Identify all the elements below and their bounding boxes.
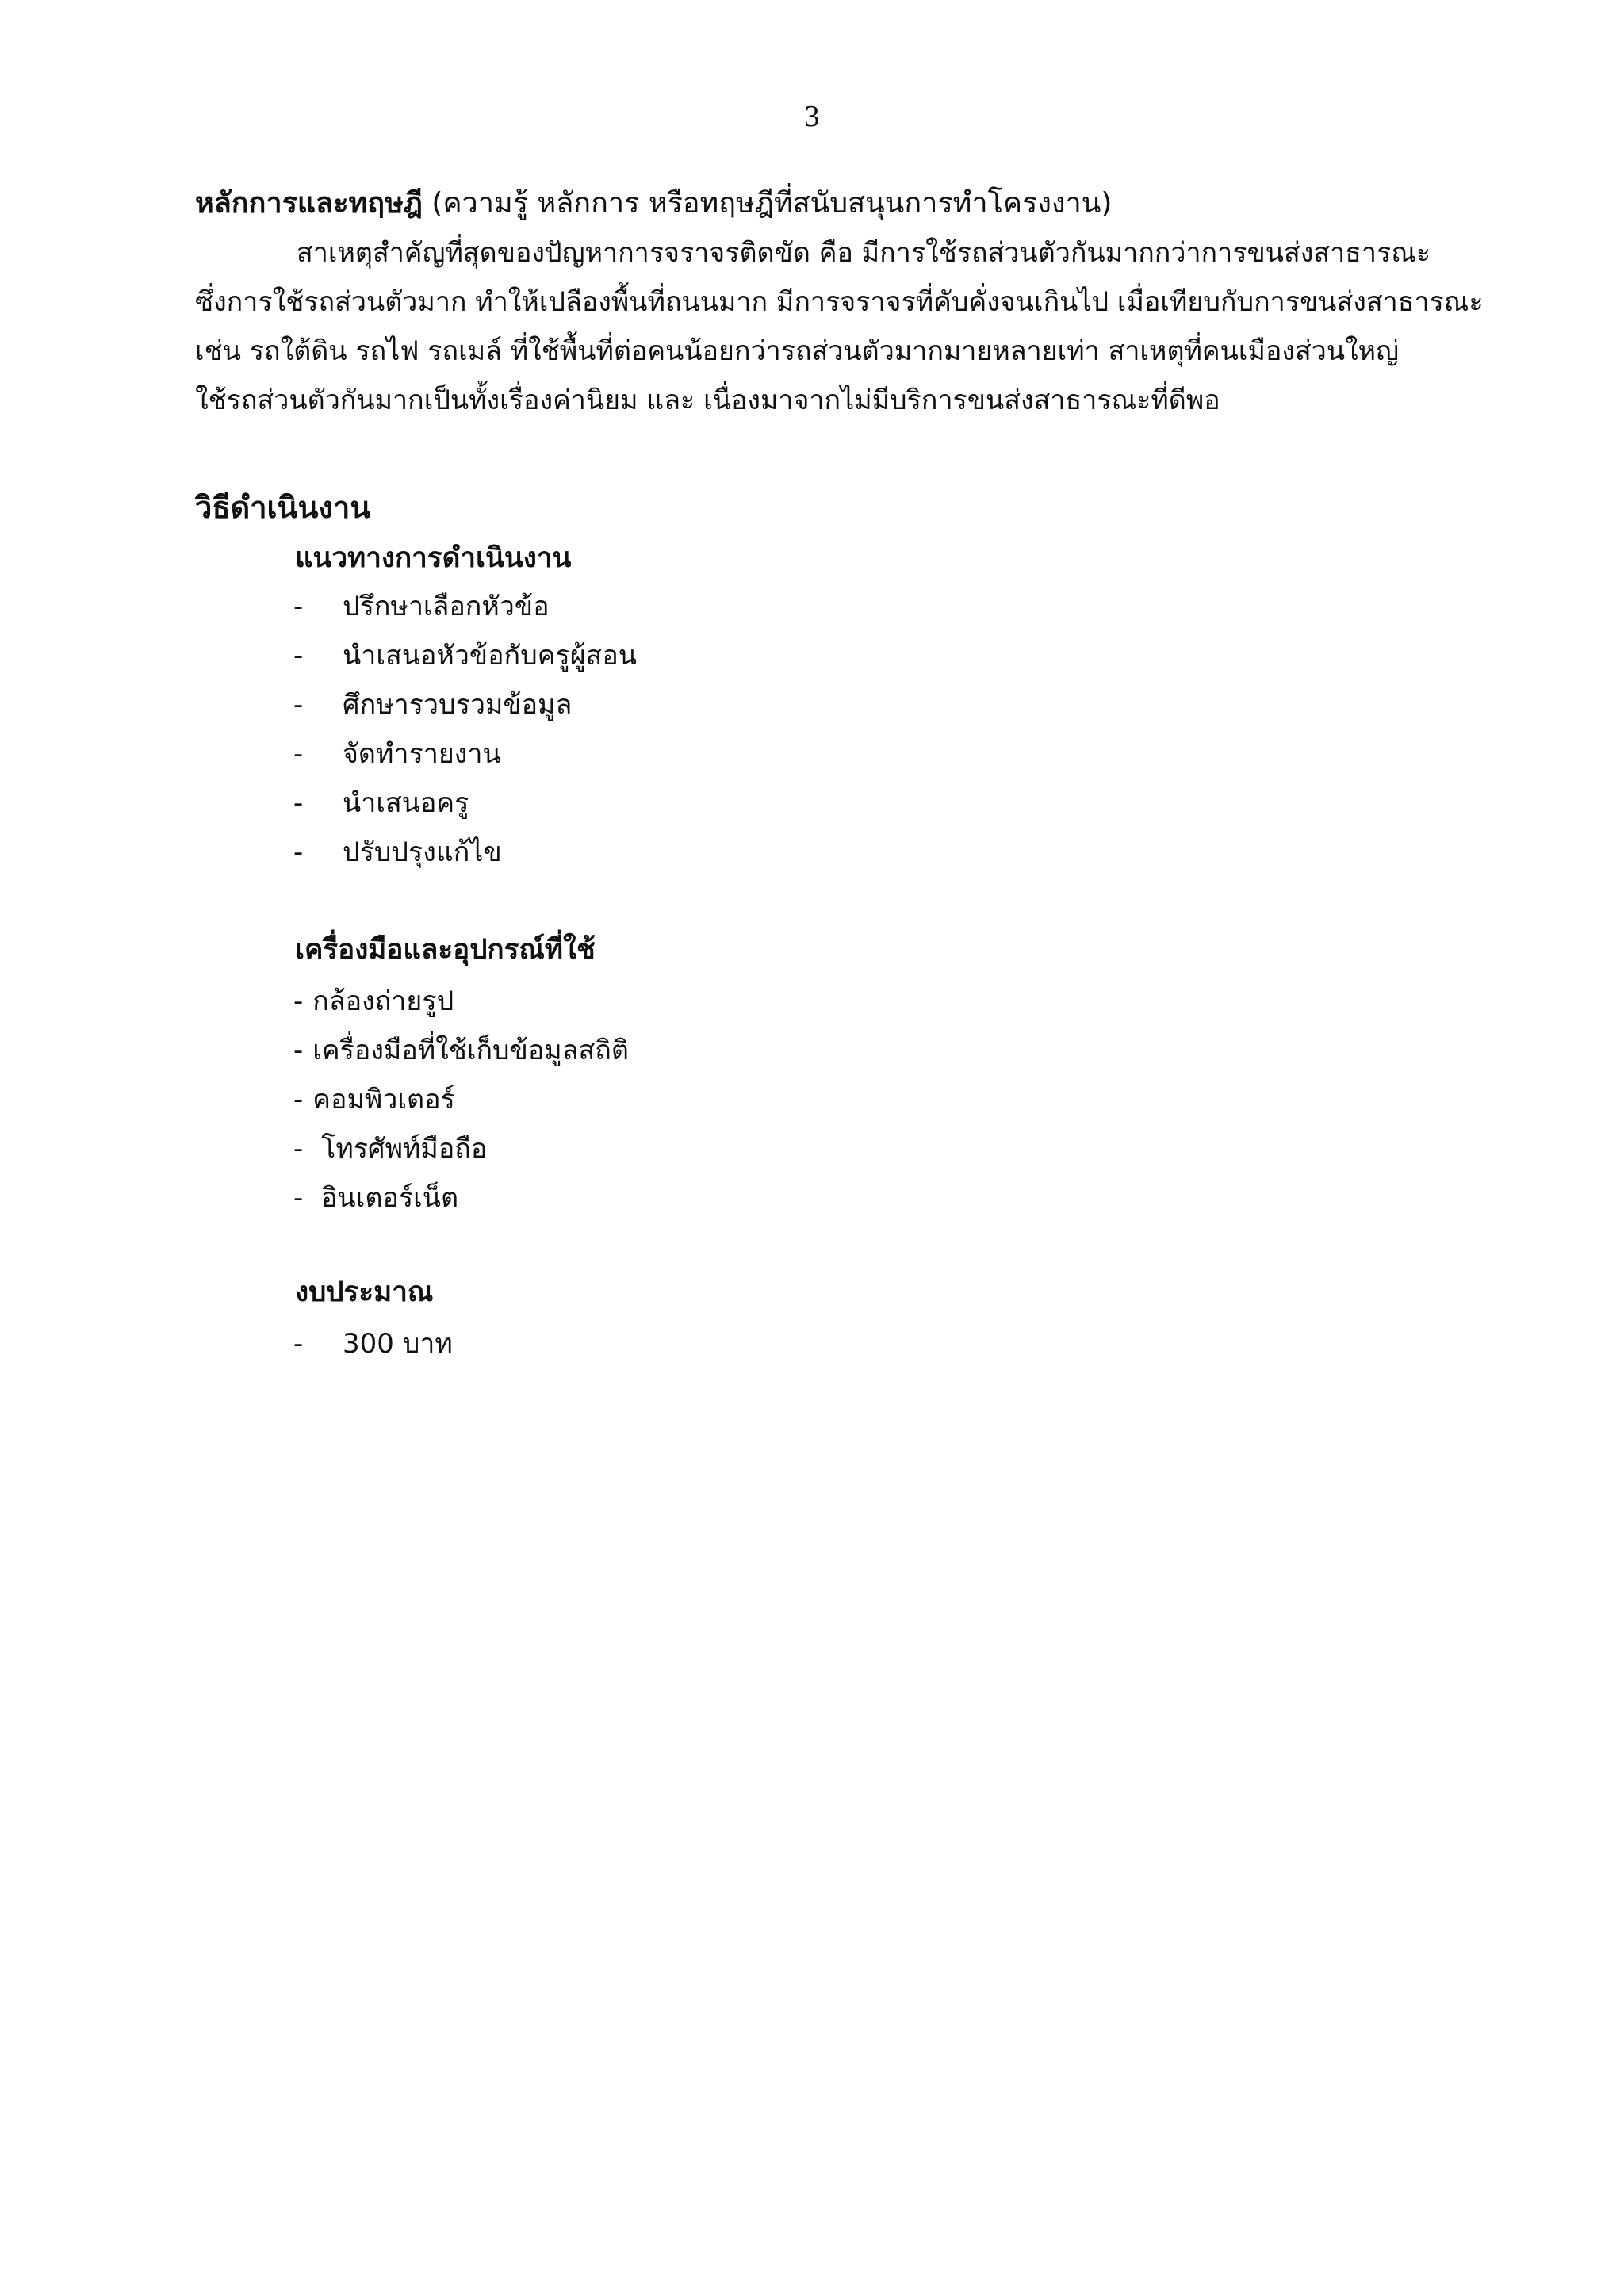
budget-title: งบประมาณ	[295, 1276, 434, 1308]
list-item-text: จัดทำรายงาน	[343, 738, 501, 770]
list-item	[293, 631, 637, 680]
theory-subtitle: (ความรู้ หลักการ หรือทฤษฎีที่สนับสนุนการทำโครงงาน)	[422, 187, 1113, 220]
tools-list	[293, 977, 629, 1223]
list-item-text: คอมพิวเตอร์	[312, 1084, 455, 1115]
list-item	[293, 1319, 453, 1368]
method-title: วิธีดำเนินงาน	[195, 490, 371, 525]
list-item-text: 300 บาท	[343, 1328, 453, 1360]
list-item	[293, 1075, 629, 1124]
list-item-text: นำเสนอครู	[343, 787, 469, 819]
approach-list	[293, 582, 637, 877]
dash-bullet: -	[293, 591, 304, 622]
dash-bullet: -	[293, 787, 304, 819]
list-item-text: ศึกษารวบรวมข้อมูล	[343, 689, 573, 721]
list-item-text: นำเสนอหัวข้อกับครูผู้สอน	[343, 640, 638, 672]
list-item	[293, 828, 637, 877]
budget-list	[293, 1319, 453, 1368]
dash-bullet: -	[293, 985, 304, 1017]
paragraph-line: สาเหตุสำคัญที่สุดของปัญหาการจราจรติดขัด คือ มีการใช้รถส่วนตัวกันมากกว่าการขนส่งสาธารณะ	[297, 237, 1431, 269]
paragraph-line: ใช้รถส่วนตัวกันมากเป็นทั้งเรื่องค่านิยม และ เนื่องมาจากไม่มีบริการขนส่งสาธารณะที่ดีพอ	[195, 385, 1220, 416]
list-item	[293, 977, 629, 1026]
dash-bullet: -	[293, 640, 304, 672]
dash-bullet: -	[293, 1182, 304, 1214]
dash-bullet: -	[293, 1084, 304, 1115]
theory-paragraph	[195, 228, 1496, 425]
list-item-text: กล้องถ่ายรูป	[312, 985, 454, 1017]
dash-bullet: -	[293, 836, 304, 868]
dash-bullet: -	[293, 1328, 304, 1360]
theory-section	[195, 181, 1496, 425]
list-item-text: ปรับปรุงแก้ไข	[343, 836, 502, 868]
theory-heading-line	[195, 181, 1496, 227]
list-item	[293, 779, 637, 828]
list-item-text: โทรศัพท์มือถือ	[312, 1133, 488, 1165]
dash-bullet: -	[293, 689, 304, 721]
list-item	[293, 1124, 629, 1173]
tools-title: เครื่องมือและอุปกรณ์ที่ใช้	[295, 934, 596, 966]
list-item	[293, 1173, 629, 1223]
list-item-text: อินเตอร์เน็ต	[312, 1182, 459, 1214]
list-item	[293, 729, 637, 779]
page-number: 3	[804, 100, 820, 133]
dash-bullet: -	[293, 1035, 304, 1066]
list-item-text: ปรึกษาเลือกหัวข้อ	[343, 591, 550, 622]
list-item	[293, 680, 637, 729]
theory-title: หลักการและทฤษฎี	[195, 187, 423, 220]
paragraph-line: เช่น รถใต้ดิน รถไฟ รถเมล์ ที่ใช้พื้นที่ต่อคนน้อยกว่ารถส่วนตัวมากมายหลายเท่า สาเหตุที่คนเมืองส่วนใหญ่	[195, 335, 1400, 367]
list-item-text: เครื่องมือที่ใช้เก็บข้อมูลสถิติ	[312, 1035, 629, 1066]
list-item	[293, 1026, 629, 1075]
dash-bullet: -	[293, 738, 304, 770]
dash-bullet: -	[293, 1133, 304, 1165]
approach-title: แนวทางการดำเนินงาน	[295, 542, 572, 574]
list-item	[293, 582, 637, 631]
paragraph-line: ซึ่งการใช้รถส่วนตัวมาก ทำให้เปลืองพื้นที่ถนนมาก มีการจราจรที่คับคั่งจนเกินไป เมื่อเทียบกับการขนส่งสาธารณะ	[195, 286, 1484, 318]
